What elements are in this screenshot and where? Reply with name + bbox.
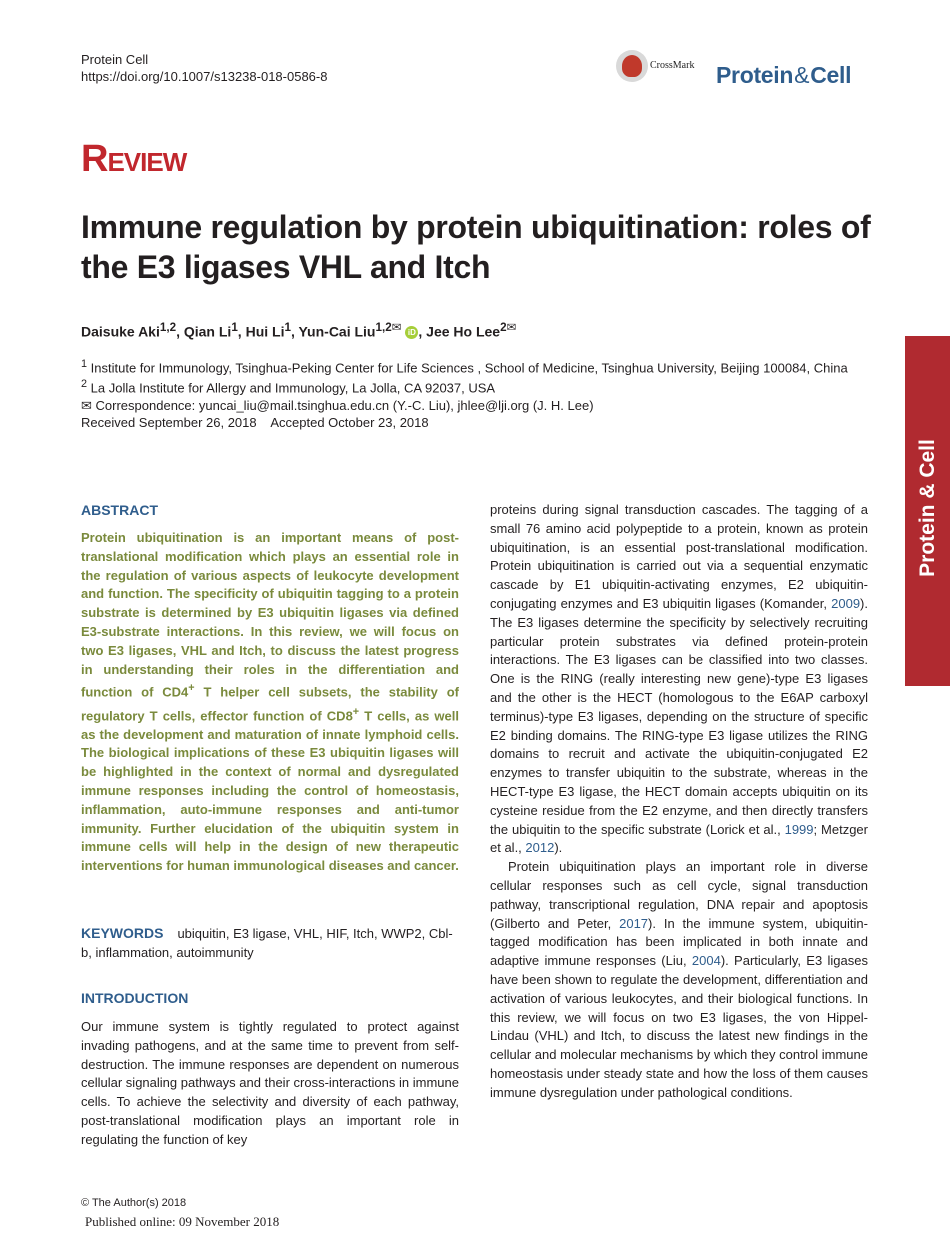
author-name[interactable]: Daisuke Aki xyxy=(81,323,160,340)
abstract-heading: ABSTRACT xyxy=(81,502,158,518)
crossmark-badge[interactable] xyxy=(616,50,706,84)
author-list: Daisuke Aki$^{1,2}$, Qian Li$^1$, Hui Li$^1$, Yun-Cai Liu$^{1,2✉}$ iD , Jee Ho Lee$^{2✉}$ xyxy=(81,321,517,340)
author-name[interactable]: Qian Li xyxy=(183,323,232,340)
journal-brand-logo: Protein&Cell xyxy=(716,62,852,88)
article-title: Immune regulation by protein ubiquitination: roles of the E3 ligases VHL and Itch xyxy=(81,209,871,285)
citation-link[interactable]: 2012 xyxy=(525,840,555,856)
received-accepted-dates: Received September 26, 2018 Accepted October 23, 2018 xyxy=(81,414,429,430)
paragraph: proteins during signal transduction cascades. The tagging of a small 76 amino acid polypeptide to a protein, known as protein ubiquitination, is an essential post-translational modification. Protein ubiquitination is carried out via a sequential enzymatic cascade by E1 ubiquitin-activating enzymes, E2 ubiquitin-conjugating enzymes and E3 ubiquitin ligases (Komander, 2009). The E3 ligases determine the specificity by selectively recruiting particular protein substrates via defined protein-protein interactions. The E3 ligases can be classified into two classes. One is the RING (really interesting new gene)-type E3 ligases and the other is the HECT (homologous to the E6AP carboxyl terminus)-type E3 ligases, depending on the structure of specific E2 binding domains. The RING-type E3 ligase utilizes the RING domains to recruit and activate the ubiquitin-conjugated E2 enzymes to transfer ubiquitin to the substrate, whereas in the HECT-type E3 ligase, the HECT domain accepts ubiquitin on its cysteine residue from the E2 enzyme, and then directly transfers the ubiquitin to the specific substrate (Lorick et al., 1999; Metzger et al., 2012). xyxy=(490,502,868,856)
citation-link[interactable]: 2004 xyxy=(691,953,721,969)
affiliation-1: $^1$ Institute for Immunology, Tsinghua-Peking Center for Life Sciences , School of Medicine, Tsinghua University, Beijing 100084, China xyxy=(81,358,848,376)
published-date: Published online: 09 November 2018 xyxy=(85,1214,280,1229)
citation-link[interactable]: 2017 xyxy=(619,915,649,931)
journal-side-tab xyxy=(905,336,950,686)
envelope-icon: ✉ xyxy=(81,397,92,413)
copyright: © The Author(s) 2018 xyxy=(81,1197,187,1209)
author-name[interactable]: Hui Li xyxy=(245,323,285,340)
mail-icon[interactable]: ✉ xyxy=(506,321,517,334)
journal-name: Protein Cell xyxy=(81,52,149,67)
journal-header xyxy=(81,51,327,85)
paragraph: Protein ubiquitination plays an important role in diverse cellular responses such as cell cycle, signal transduction pathway, transcriptional regulation, DNA repair and apoptosis (Gilberto and Peter, 2017). In the immune system, ubiquitin-tagged modification has been implicated in both innate and adaptive immune responses (Liu, 2004). Particularly, E3 ligases have been shown to regulate the development, differentiation and activation of various leukocytes, and their biological functions. In this review, we will focus on two E3 ligases, the von Hippel-Lindau (VHL) and Itch, to discuss the latest new findings in the cellular and molecular mechanisms by which they control immune homeostasis under steady state and how the loss of them causes immune dysregulation under pathological conditions. xyxy=(490,859,868,1100)
mail-icon[interactable]: ✉ xyxy=(391,321,402,334)
orcid-icon[interactable]: iD xyxy=(405,326,418,339)
doi-link[interactable]: https://doi.org/10.1007/s13238-018-0586-8 xyxy=(81,69,328,84)
crossmark-icon xyxy=(616,50,648,82)
correspondence: ✉ Correspondence: yuncai_liu@mail.tsinghua.edu.cn (Y.-C. Liu), jhlee@lji.org (J. H. Lee) xyxy=(81,397,594,413)
citation-link[interactable]: 1999 xyxy=(784,821,814,837)
citation-link[interactable]: 2009 xyxy=(831,595,861,611)
article-type-label: REVIEW xyxy=(81,138,187,180)
introduction-right-column xyxy=(490,501,868,1103)
side-tab-label: Protein & Cell xyxy=(916,439,939,577)
keywords xyxy=(81,924,459,962)
introduction-left-column: Our immune system is tightly regulated to protect against invading pathogens, and at the same time to prevent from self-destruction. The immune responses are dependent on numerous cellular signaling pathways and their cross-interactions in immune cells. To achieve the selectivity and diversity of each pathway, post-translational modification plays an important role in regulating the function of key xyxy=(81,1019,459,1147)
author-name[interactable]: Jee Ho Lee xyxy=(426,323,501,340)
author-name[interactable]: Yun-Cai Liu xyxy=(298,323,376,340)
crossmark-label: CrossMark xyxy=(650,60,695,71)
keywords-heading: KEYWORDS xyxy=(81,925,164,941)
introduction-heading: INTRODUCTION xyxy=(81,990,189,1006)
affiliations xyxy=(81,356,881,431)
abstract-text: Protein ubiquitination is an important means of post-translational modification which plays an essential role in the regulation of various aspects of leukocyte development and function. The specificity of ubiquitin tagging to a protein substrate is determined by E3 ubiquitin ligases via defined E3-substrate interactions. In this review, we will focus on two E3 ligases, VHL and Itch, to discuss the latest progress in understanding their roles in the differentiation and function of CD4+ T helper cell subsets, the stability of regulatory T cells, effector function of CD8+ T cells, as well as the development and maturation of innate lymphoid cells. The biological implications of these E3 ubiquitin ligases will be highlighted in the context of normal and dysregulated immune responses including the control of homeostasis, inflammation, auto-immune responses and anti-tumor immunity. Further elucidation of the ubiquitin system in immune cells will help in the design of new therapeutic interventions for human immunological diseases and cancer. xyxy=(81,530,460,874)
affiliation-2: $^2$ La Jolla Institute for Allergy and Immunology, La Jolla, CA 92037, USA xyxy=(81,378,496,396)
keywords-text: ubiquitin, E3 ligase, VHL, HIF, Itch, WWP2, Cbl-b, inflammation, autoimmunity xyxy=(81,926,453,960)
